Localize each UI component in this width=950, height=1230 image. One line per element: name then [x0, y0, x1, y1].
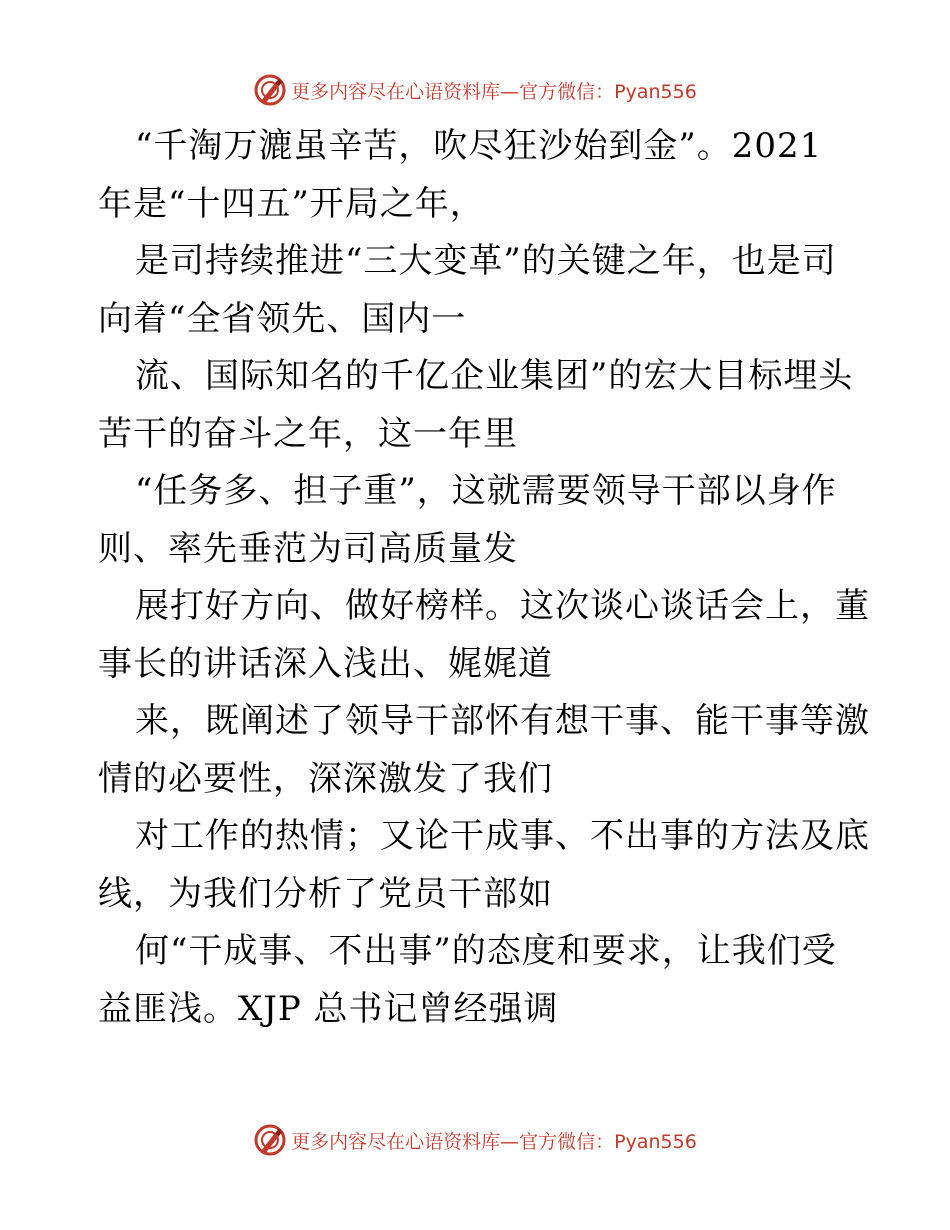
text-line: 来，既阐述了领导干部怀有想干事、能干事等激 — [135, 701, 870, 741]
text-line: 向着“全省领先、国内一 — [98, 298, 467, 339]
text-line: 线，为我们分析了党员干部如 — [98, 873, 553, 914]
text-line: 情的必要性，深深激发了我们 — [98, 758, 553, 799]
text-line: “任务多、担子重”，这就需要领导干部以身作 — [135, 471, 837, 511]
text-line: 何“干成事、不出事”的态度和要求，让我们受 — [135, 931, 837, 971]
text-line: 事长的讲话深入浅出、娓娓道 — [98, 643, 553, 684]
document-body — [98, 118, 870, 1038]
text-line: 流、国际知名的千亿企业集团”的宏大目标埋头 — [135, 356, 854, 396]
text-line: 苦干的奋斗之年，这一年里 — [98, 413, 518, 454]
pen-seal-icon — [253, 73, 287, 107]
watermark-text: 更多内容尽在心语资料库—官方微信：Pyan556 — [291, 80, 697, 103]
watermark-footer — [0, 1120, 950, 1160]
text-line: 展打好方向、做好榜样。这次谈心谈话会上，董 — [135, 586, 870, 626]
text-line: 则、率先垂范为司高质量发 — [98, 528, 518, 569]
text-line: “千淘万漉虽辛苦，吹尽狂沙始到金”。2021 — [135, 126, 823, 166]
pen-seal-icon — [253, 1123, 287, 1157]
text-line: 年是“十四五”开局之年， — [98, 183, 485, 224]
text-line: 是司持续推进“三大变革”的关键之年，也是司 — [135, 241, 837, 281]
watermark-text: 更多内容尽在心语资料库—官方微信：Pyan556 — [291, 1130, 697, 1153]
text-line: 益匪浅。XJP 总书记曾经强调 — [98, 988, 559, 1029]
text-line: 对工作的热情；又论干成事、不出事的方法及底 — [135, 816, 870, 856]
watermark-header — [0, 70, 950, 110]
